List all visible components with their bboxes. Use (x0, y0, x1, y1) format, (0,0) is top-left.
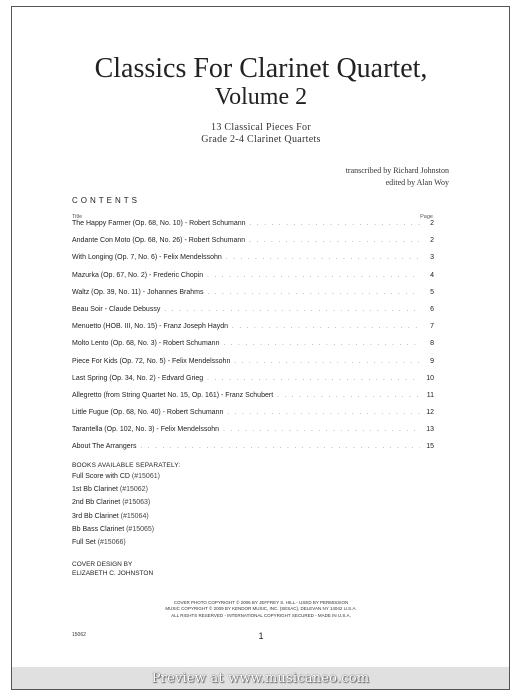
toc-entry-page: 10 (426, 374, 434, 382)
toc-entry[interactable] (72, 392, 434, 409)
toc-entry[interactable] (72, 220, 434, 237)
book-number: (#15063) (122, 499, 151, 507)
leader-dots (164, 307, 420, 313)
book-name: Full Set (72, 538, 96, 546)
toc-entry[interactable] (72, 323, 434, 340)
toc-entry-title: Last Spring (Op. 34, No. 2) - Edvard Grieg (72, 374, 204, 382)
toc-entry-page: 9 (430, 357, 434, 365)
page-number: 1 (258, 631, 264, 641)
transcriber-credit: transcribed by Richard Johnston (345, 166, 449, 175)
leader-dots (223, 427, 420, 433)
leader-dots (249, 238, 420, 244)
book-number: (#15064) (120, 512, 149, 520)
document-title: Classics For Clarinet Quartet, (94, 53, 428, 84)
copyright-line: COVER PHOTO COPYRIGHT © 2006 BY JEFFREY S. HILL - USED BY PERMISSION (173, 600, 349, 605)
book-name: Full Score with CD (72, 473, 130, 480)
toc-entry[interactable] (72, 237, 434, 254)
table-of-contents (72, 220, 434, 461)
toc-entry-page: 2 (430, 220, 434, 227)
toc-entry-page: 4 (430, 271, 434, 279)
leader-dots (234, 359, 420, 365)
toc-entry[interactable] (72, 375, 434, 392)
toc-entry-page: 7 (430, 323, 434, 331)
toc-entry[interactable] (72, 254, 434, 271)
toc-entry[interactable] (72, 443, 434, 460)
toc-entry-page: 15 (426, 443, 434, 451)
book-name: 2nd Bb Clarinet (72, 499, 121, 507)
book-item (72, 473, 180, 486)
cover-designer-name: ELIZABETH C. JOHNSTON (72, 570, 154, 577)
toc-entry-title: Piece For Kids (Op. 72, No. 5) - Felix Mendelssohn (72, 357, 231, 365)
leader-dots (223, 341, 420, 347)
leader-dots (277, 393, 420, 399)
copyright-line: MUSIC COPYRIGHT © 2009 BY KENDOR MUSIC, INC. (SESAC), DELEVAN NY 14042 U.S.A. (165, 606, 357, 612)
toc-entry-page: 2 (430, 237, 434, 245)
document-volume: Volume 2 (214, 84, 308, 110)
leader-dots (250, 221, 420, 227)
toc-entry-title: With Longing (Op. 7, No. 6) - Felix Mendelssohn (72, 254, 222, 262)
toc-entry[interactable] (72, 306, 434, 323)
books-heading: BOOKS AVAILABLE SEPARATELY: (72, 462, 181, 469)
page-column-header: Page (420, 214, 433, 220)
toc-entry-page: 8 (430, 340, 434, 348)
toc-entry[interactable] (72, 409, 434, 426)
toc-entry[interactable] (72, 289, 434, 306)
book-number: (#15062) (119, 486, 148, 494)
toc-entry-title: Allegretto (from String Quartet No. 15, Op. 161) - Franz Schubert (72, 391, 274, 399)
book-item (72, 526, 180, 539)
title-column-header: Title (72, 214, 83, 220)
book-number: (#15061) (131, 473, 160, 480)
copyright-line: ALL RIGHTS RESERVED - INTERNATIONAL COPYRIGHT SECURED - MADE IN U.S.A. (171, 612, 351, 618)
toc-entry-page: 3 (430, 254, 434, 262)
toc-entry[interactable] (72, 358, 434, 375)
toc-entry-page: 5 (430, 288, 434, 296)
toc-entry-title: Molto Lento (Op. 68, No. 3) - Robert Schumann (72, 340, 220, 348)
leader-dots (232, 324, 420, 330)
leader-dots (227, 410, 420, 416)
book-name: 3rd Bb Clarinet (72, 512, 119, 520)
toc-entry-page: 13 (426, 426, 434, 434)
book-name: Bb Bass Clarinet (72, 525, 125, 533)
leader-dots (140, 444, 420, 450)
leader-dots (226, 255, 420, 261)
toc-entry[interactable] (72, 426, 434, 443)
editor-credit: edited by Alan Woy (385, 178, 449, 187)
leader-dots (208, 290, 421, 296)
toc-entry-page: 12 (426, 409, 434, 417)
toc-entry-page: 6 (430, 305, 434, 313)
cover-design-label: COVER DESIGN BY (72, 561, 133, 568)
copyright-notice (0, 600, 522, 619)
book-number: (#15066) (97, 538, 126, 546)
toc-entry-title: Waltz (Op. 39, No. 11) - Johannes Brahms (72, 288, 204, 296)
toc-entry[interactable] (72, 340, 434, 357)
preview-watermark-bar (12, 667, 509, 689)
leader-dots (207, 273, 420, 279)
book-item (72, 499, 180, 512)
catalog-number: 15062 (72, 632, 86, 638)
subtitle-line: 13 Classical Pieces For (211, 122, 311, 133)
book-item (72, 486, 180, 499)
toc-entry-title: Tarantella (Op. 102, No. 3) - Felix Mendelssohn (72, 426, 220, 434)
toc-entry-page: 11 (426, 391, 434, 399)
toc-entry-title: Menuetto (HOB. III, No. 15) - Franz Joseph Haydn (72, 323, 229, 331)
books-available-section (72, 462, 180, 552)
toc-entry-title: The Happy Farmer (Op. 68, No. 10) - Robert Schumann (72, 220, 246, 227)
book-item (72, 539, 180, 552)
toc-entry-title: Little Fugue (Op. 68, No. 40) - Robert Schumann (72, 409, 224, 417)
book-number: (#15065) (126, 525, 155, 533)
cover-design-credit (72, 560, 153, 578)
book-item (72, 513, 180, 526)
subtitle-line: Grade 2-4 Clarinet Quartets (201, 134, 321, 145)
book-name: 1st Bb Clarinet (72, 486, 118, 494)
toc-entry-title: Beau Soir - Claude Debussy (72, 305, 161, 313)
toc-entry[interactable] (72, 272, 434, 289)
contents-heading: CONTENTS (72, 196, 140, 205)
preview-watermark-text: Preview at www.musicaneo.com (151, 670, 370, 686)
toc-entry-title: Mazurka (Op. 67, No. 2) - Frederic Chopin (72, 271, 204, 279)
toc-entry-title: Andante Con Moto (Op. 68, No. 26) - Robert Schumann (72, 237, 246, 245)
leader-dots (207, 376, 420, 382)
toc-entry-title: About The Arrangers (72, 443, 137, 451)
